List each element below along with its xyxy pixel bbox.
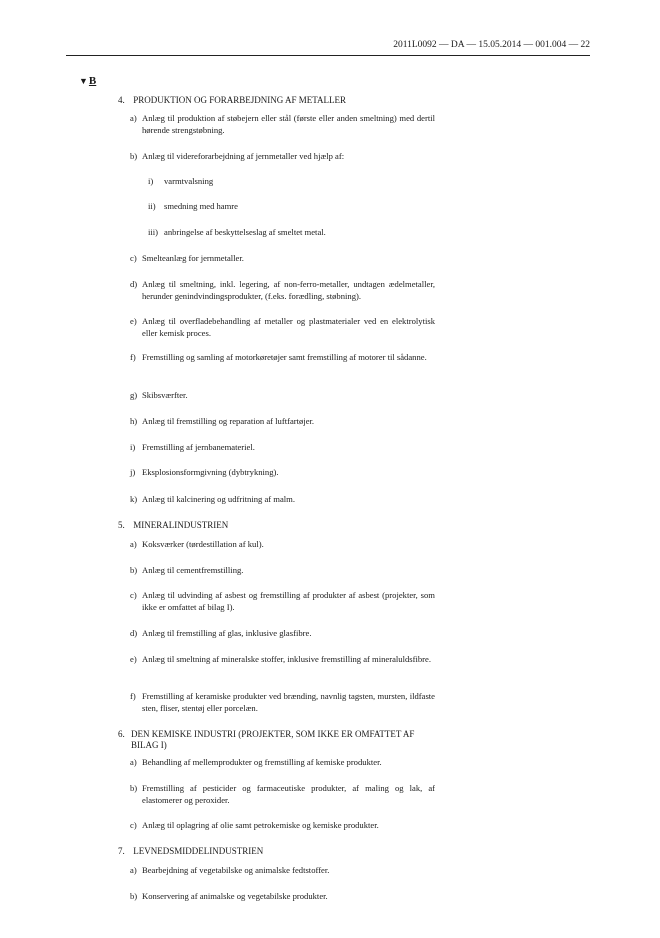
item-label: a) — [130, 865, 137, 875]
list-item-4f — [130, 352, 438, 364]
list-item-4b — [130, 151, 438, 163]
item-text: Bearbejdning af vegetabilske og animalske fedtstoffer. — [142, 865, 330, 875]
item-text: Anlæg til udvinding af asbest og fremstilling af produkter af asbest (projekter, som ikke er omfattet af bilag I). — [142, 590, 435, 612]
section-number: 4. — [118, 95, 125, 105]
item-label: h) — [130, 416, 138, 426]
item-label: f) — [130, 691, 136, 701]
item-label: b) — [130, 783, 138, 793]
list-subitem-4b-i — [148, 176, 213, 186]
list-item-5d — [130, 628, 438, 640]
section-title: DEN KEMISKE INDUSTRI (PROJEKTER, SOM IKKE ER OMFATTET AF BILAG I) — [131, 729, 415, 750]
item-text: Anlæg til fremstilling af glas, inklusive glasfibre. — [142, 628, 312, 638]
list-item-5f — [130, 691, 438, 714]
list-item-4k — [130, 494, 438, 506]
list-item-4d — [130, 279, 438, 302]
item-label: b) — [130, 151, 138, 161]
list-item-4h — [130, 416, 438, 428]
item-text: Anlæg til fremstilling og reparation af luftfartøjer. — [142, 416, 315, 426]
list-item-4a — [130, 113, 438, 136]
list-item-5c — [130, 590, 438, 613]
item-text: Skibsværfter. — [142, 390, 188, 400]
list-item-6c — [130, 820, 438, 832]
list-item-7a — [130, 865, 438, 877]
document-reference: 2011L0092 — DA — 15.05.2014 — 001.004 — 22 — [393, 40, 590, 50]
section-4-heading — [118, 95, 346, 105]
list-item-4j — [130, 467, 438, 479]
list-item-5e — [130, 654, 438, 666]
item-label: a) — [130, 539, 137, 549]
item-label: e) — [130, 316, 137, 326]
item-text: anbringelse af beskyttelseslag af smeltet metal. — [164, 227, 326, 237]
item-text: varmtvalsning — [164, 176, 214, 186]
item-text: smedning med hamre — [164, 201, 238, 211]
item-text: Anlæg til smeltning, inkl. legering, af non-ferro-metaller, undtagen ædelmetaller, herunder genindvindingsprodukter, (f.eks. forædling, støbning). — [142, 279, 435, 301]
section-number: 5. — [118, 520, 125, 530]
item-label: c) — [130, 253, 137, 263]
item-text: Fremstilling og samling af motorkøretøjer samt fremstilling af motorer til sådanne. — [142, 352, 427, 362]
item-text: Behandling af mellemprodukter og fremstilling af kemiske produkter. — [142, 757, 382, 767]
item-text: Anlæg til kalcinering og udfritning af malm. — [142, 494, 295, 504]
list-item-4c — [130, 253, 438, 265]
item-label: i) — [130, 442, 136, 452]
item-label: g) — [130, 390, 138, 400]
item-text: Fremstilling af pesticider og farmaceutiske produkter, af maling og lak, af elastomerer og peroxider. — [142, 783, 435, 805]
item-text: Eksplosionsformgivning (dybtrykning). — [142, 467, 279, 477]
list-item-4e — [130, 316, 438, 339]
item-text: Smelteanlæg for jernmetaller. — [142, 253, 244, 263]
list-item-5b — [130, 565, 438, 577]
section-title: LEVNEDSMIDDELINDUSTRIEN — [133, 846, 264, 856]
section-title: PRODUKTION OG FORARBEJDNING AF METALLER — [133, 95, 347, 105]
item-label: b) — [130, 565, 138, 575]
triangle-down-icon: ▼ — [79, 76, 88, 86]
item-text: Anlæg til overfladebehandling af metaller og plastmaterialer ved en elektrolytisk eller kemisk proces. — [142, 316, 435, 338]
item-label: i) — [148, 176, 154, 186]
amendment-marker-label: B — [88, 75, 97, 87]
item-label: a) — [130, 113, 137, 123]
item-text: Anlæg til videreforarbejdning af jernmetaller ved hjælp af: — [142, 151, 345, 161]
section-number: 7. — [118, 846, 125, 856]
list-item-4i — [130, 442, 438, 454]
item-label: e) — [130, 654, 137, 664]
item-label: d) — [130, 279, 138, 289]
item-label: ii) — [148, 201, 156, 211]
list-item-6a — [130, 757, 438, 769]
item-text: Anlæg til produktion af støbejern eller stål (første eller anden smeltning) med dertil hørende strengstøbning. — [142, 113, 435, 135]
section-number: 6. — [118, 729, 125, 739]
item-text: Anlæg til cementfremstilling. — [142, 565, 244, 575]
list-item-4g — [130, 390, 438, 402]
item-text: Anlæg til smeltning af mineralske stoffer, inklusive fremstilling af mineraluldsfibre. — [142, 654, 431, 664]
list-item-7b — [130, 891, 438, 903]
item-label: b) — [130, 891, 138, 901]
list-item-6b — [130, 783, 438, 806]
list-item-5a — [130, 539, 438, 551]
item-text: Konservering af animalske og vegetabilske produkter. — [142, 891, 328, 901]
item-label: k) — [130, 494, 138, 504]
item-label: iii) — [148, 227, 159, 237]
section-7-heading — [118, 846, 263, 856]
list-subitem-4b-iii — [148, 227, 326, 237]
item-text: Koksværker (tørdestillation af kul). — [142, 539, 264, 549]
item-text: Fremstilling af jernbanemateriel. — [142, 442, 255, 452]
item-text: Fremstilling af keramiske produkter ved brænding, navnlig tagsten, mursten, ildfaste sten, fliser, stentøj eller porcelæn. — [142, 691, 435, 713]
list-subitem-4b-ii — [148, 201, 238, 211]
item-label: d) — [130, 628, 138, 638]
section-title: MINERALINDUSTRIEN — [133, 520, 229, 530]
item-label: a) — [130, 757, 137, 767]
section-5-heading — [118, 520, 228, 530]
header-rule — [66, 55, 590, 56]
item-label: c) — [130, 590, 137, 600]
item-text: Anlæg til oplagring af olie samt petrokemiske og kemiske produkter. — [142, 820, 379, 830]
item-label: j) — [130, 467, 136, 477]
section-6-heading — [118, 729, 448, 751]
amendment-marker — [79, 75, 96, 87]
item-label: f) — [130, 352, 136, 362]
item-label: c) — [130, 820, 137, 830]
